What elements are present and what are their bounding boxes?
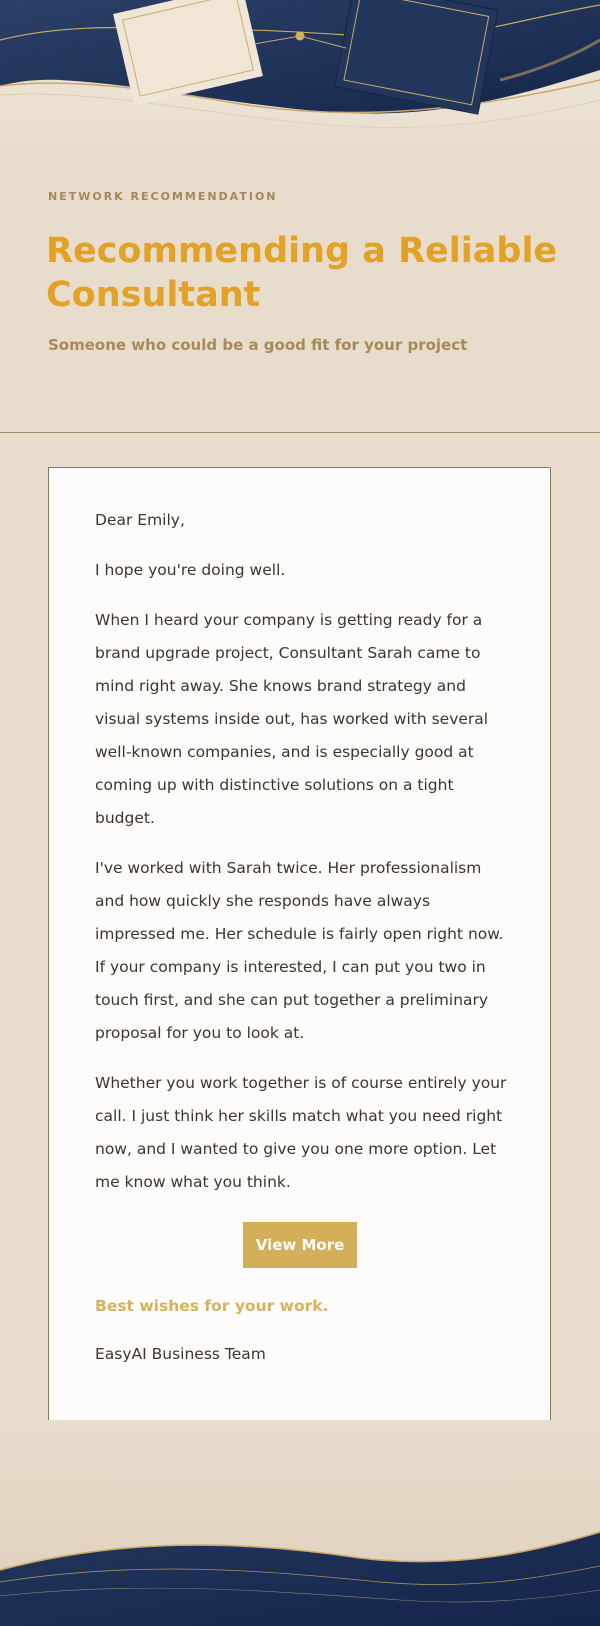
letter-paragraph: Whether you work together is of course entirely your call. I just think her skills match what you need right now, and I wanted to give you one more option. Let me know what you think. xyxy=(95,1074,507,1191)
page-subtitle: Someone who could be a good fit for your project xyxy=(48,336,468,354)
eyebrow-label: NETWORK RECOMMENDATION xyxy=(48,190,278,203)
letter-paragraph: When I heard your company is getting ready for a brand upgrade project, Consultant Sarah came to mind right away. She knows brand strategy and visual systems inside out, has worked with several well-known companies, and is especially good at coming up with distinctive solutions on a tight budget. xyxy=(95,611,489,827)
header-divider xyxy=(0,432,600,433)
letter-paragraph: I hope you're doing well. xyxy=(95,561,286,579)
top-decorative-banner xyxy=(0,0,600,160)
letter-paragraph: I've worked with Sarah twice. Her professionalism and how quickly she responds have always impressed me. Her schedule is fairly open right now. If your company is interested, I can put you two in touch first, and she can put together a preliminary proposal for you to look at. xyxy=(95,859,504,1042)
page-title-line-1: Recommending a Reliable xyxy=(46,231,558,271)
page-title xyxy=(46,229,566,317)
view-more-button[interactable]: View More xyxy=(243,1222,357,1268)
letter-body xyxy=(95,504,509,1216)
letter-greeting: Dear Emily, xyxy=(95,511,185,529)
signature: EasyAI Business Team xyxy=(95,1345,266,1363)
bottom-decorative-banner xyxy=(0,1420,600,1626)
page-title-line-2: Consultant xyxy=(46,275,261,315)
closing-line: Best wishes for your work. xyxy=(95,1297,329,1315)
letter-card xyxy=(48,467,551,1430)
